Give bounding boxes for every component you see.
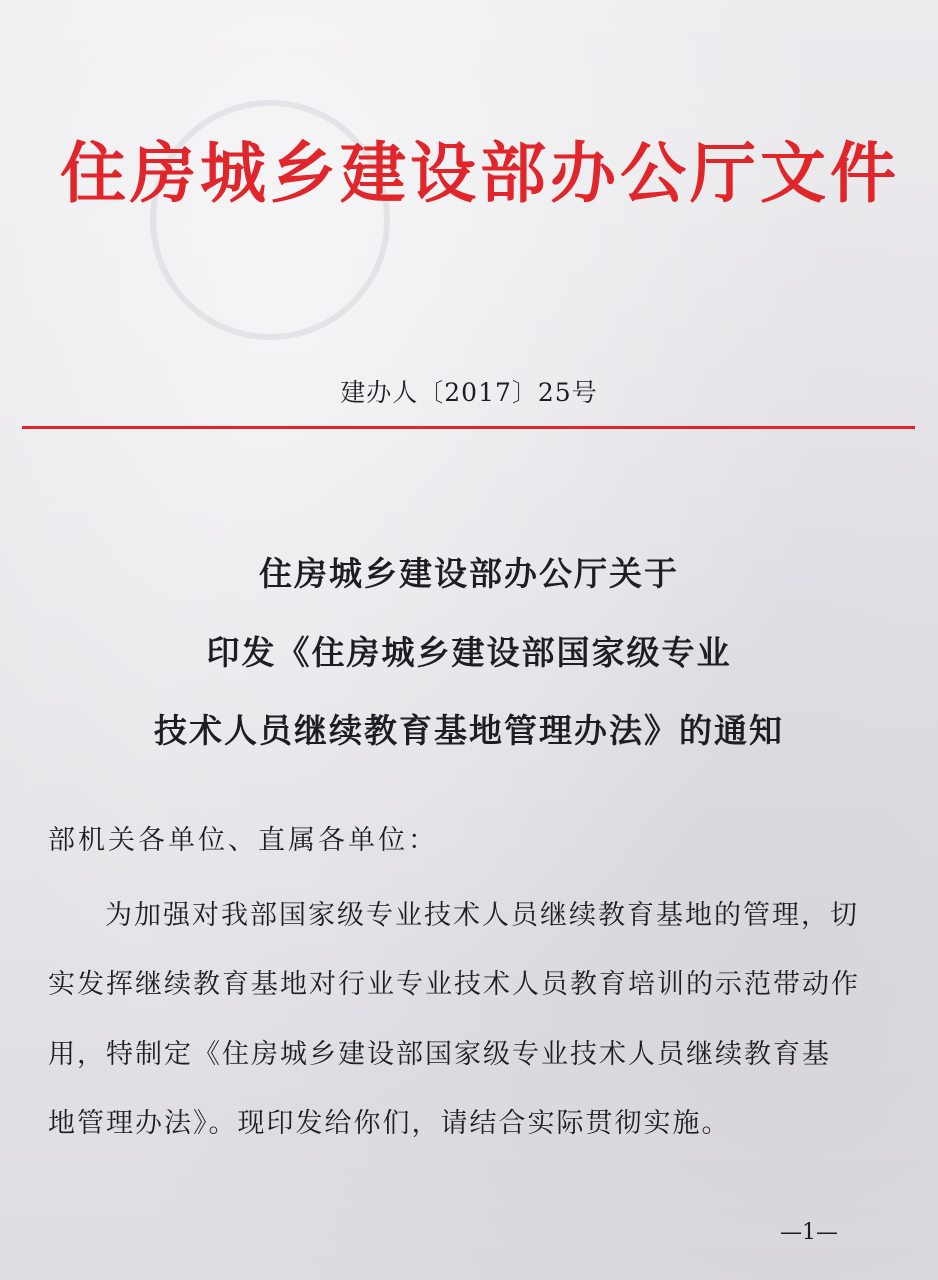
body-line-1: 为加强对我部国家级专业技术人员继续教育基地的管理，切: [105, 900, 859, 931]
salutation: 部机关各单位、直属各单位：: [48, 825, 438, 856]
page-number: —1—: [780, 1220, 838, 1245]
title-line-2: 印发《住房城乡建设部国家级专业: [206, 633, 732, 672]
body-line-2: 实发挥继续教育基地对行业专业技术人员教育培训的示范带动作: [48, 969, 860, 1000]
document-masthead: 住房城乡建设部办公厅文件: [60, 135, 900, 212]
body-line-3: 用，特制定《住房城乡建设部国家级专业技术人员继续教育基: [48, 1039, 831, 1070]
body-line-4: 地管理办法》。现印发给你们，请结合实际贯彻实施。: [48, 1108, 731, 1139]
title-line-3: 技术人员继续教育基地管理办法》的通知: [154, 711, 784, 750]
red-divider-line: [22, 426, 915, 429]
title-line-1: 住房城乡建设部办公厅关于: [259, 554, 679, 593]
document-number: 建办人〔2017〕25号: [340, 378, 598, 407]
